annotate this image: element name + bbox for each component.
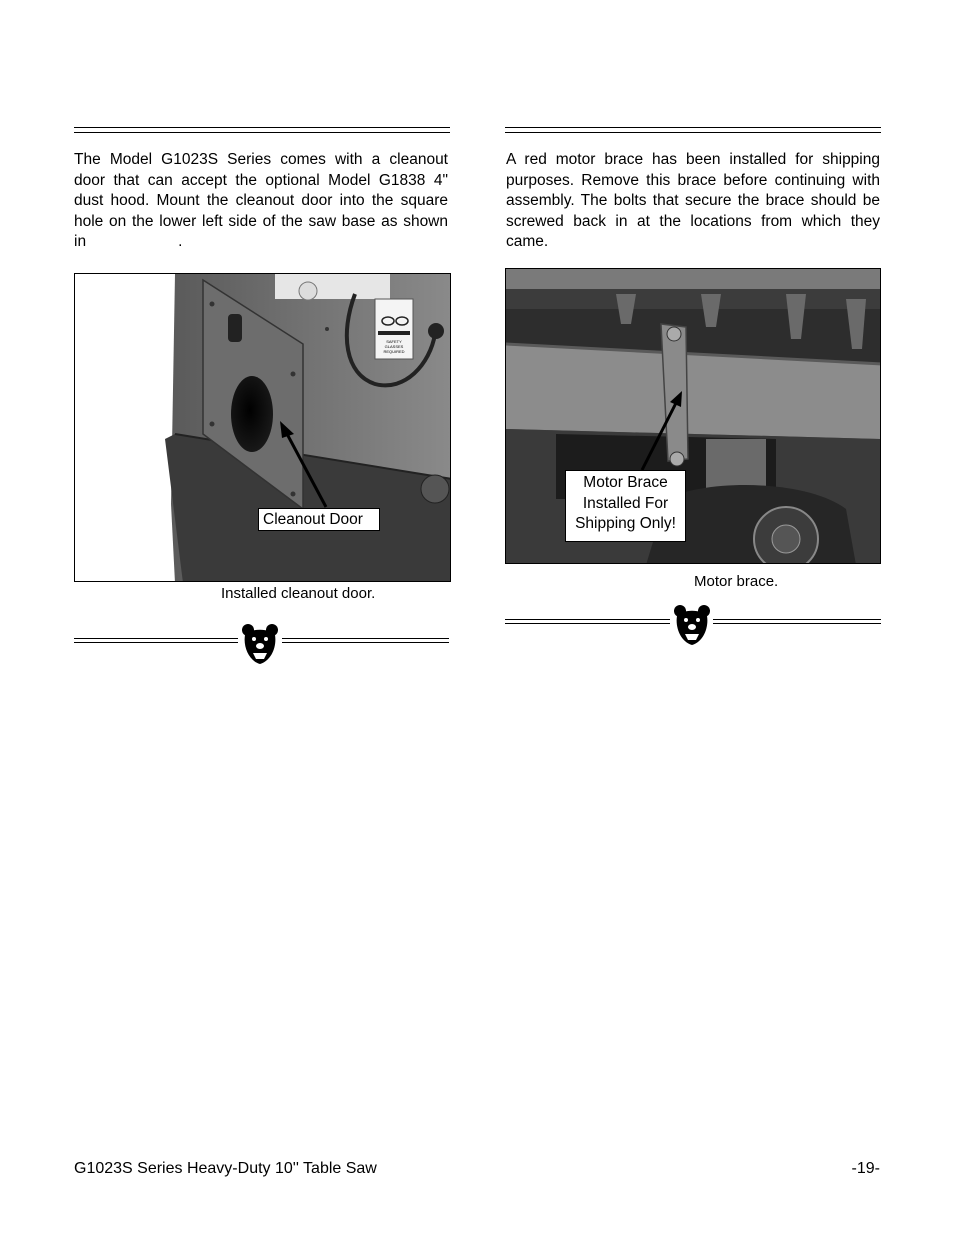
bear-logo-icon — [673, 604, 711, 646]
safety-label-line2: GLASSES — [384, 344, 404, 349]
motor-brace-callout — [565, 470, 686, 542]
motor-brace-photo — [506, 269, 881, 564]
cleanout-door-callout: Cleanout Door — [258, 508, 380, 531]
footer-title: G1023S Series Heavy-Duty 10'' Table Saw — [74, 1160, 377, 1177]
motor-brace-figure — [505, 268, 881, 564]
page-number: -19- — [851, 1160, 880, 1177]
left-header-rule — [74, 127, 450, 133]
callout-line-1: Motor Brace — [583, 474, 668, 491]
right-separator-line-left — [505, 619, 670, 624]
callout-line-3: Shipping Only! — [575, 515, 676, 532]
motor-brace-paragraph: A red motor brace has been installed for shipping purposes. Remove this brace before continuing with assembly. The bolts that secure the brace should be screwed back in at the locations from which they came. — [506, 151, 880, 251]
cleanout-door-text-end: . — [178, 233, 183, 251]
left-separator-line-right — [282, 638, 449, 643]
motor-brace-caption: Motor brace. — [694, 573, 779, 590]
right-separator-line-right — [713, 619, 881, 624]
cleanout-door-photo — [75, 274, 451, 582]
left-separator-line-left — [74, 638, 238, 643]
right-header-rule — [505, 127, 881, 133]
callout-line-2: Installed For — [582, 494, 669, 512]
safety-label-line3: REQUIRED — [383, 349, 405, 354]
bear-logo-icon — [241, 623, 279, 665]
safety-label-line1: SAFETY — [386, 339, 402, 344]
cleanout-door-figure — [74, 273, 451, 582]
cleanout-door-text: The Model G1023S Series comes with a cleanout door that can accept the optional Model G1838 4" dust hood. Mount the cleanout door into the square hole on the lower left side of the saw base as shown in — [74, 151, 448, 251]
cleanout-door-caption: Installed cleanout door. — [221, 585, 376, 602]
cleanout-door-paragraph — [74, 150, 448, 253]
